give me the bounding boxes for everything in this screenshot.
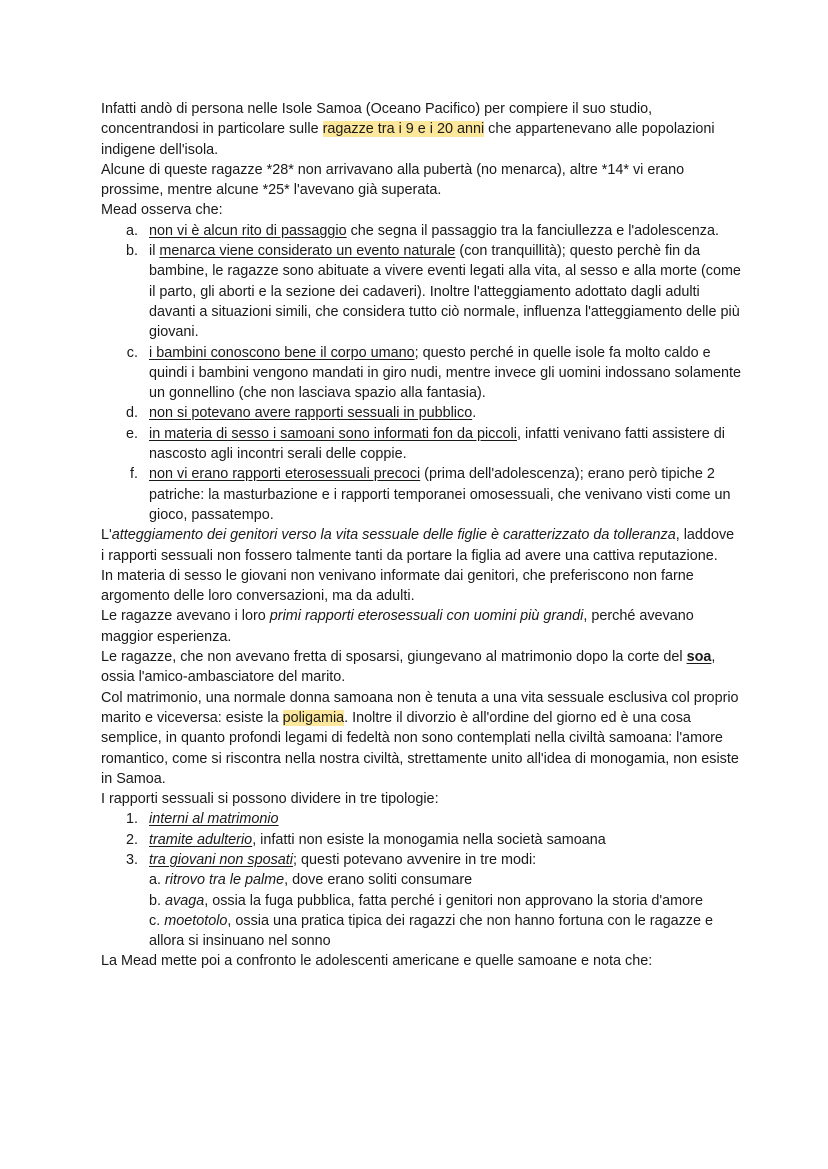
- list-item: [101, 343, 741, 404]
- text: che appartenevano alle popolazioni indigene dell'isola.: [101, 121, 715, 158]
- underlined-italic-text: interni al matrimonio: [149, 811, 279, 828]
- text: . Inoltre il divorzio è all'ordine del giorno ed è una cosa semplice, in quanto profondi legami di fedeltà non sono contemplati nella civiltà samoana: l'amore romantico, come si riscontra nella nostra civiltà, strettamente unito all'idea di monogamia, non esiste in Samoa.: [101, 709, 739, 787]
- text: ; questi potevano avvenire in tre modi:: [293, 851, 537, 868]
- highlight-age-range: ragazze tra i 9 e i 20 anni: [322, 121, 485, 138]
- list-marker: d.: [125, 405, 138, 422]
- text: il: [149, 243, 160, 260]
- text: Col matrimonio, una normale donna samoana non è tenuta a una vita sessuale esclusiva col proprio marito e viceversa: esiste la: [101, 689, 739, 726]
- paragraph-polygamy: [101, 688, 741, 789]
- text: L': [101, 527, 112, 544]
- text: , dove erano soliti consumare: [284, 872, 473, 889]
- observations-list: [101, 221, 741, 525]
- text: , laddove i rapporti sessuali non fossero talmente tanti da portare la figlia ad avere una cattiva reputazione.: [101, 527, 735, 564]
- list-marker: b.: [125, 243, 138, 260]
- list-item: [101, 424, 741, 465]
- list-item: [101, 850, 741, 951]
- underlined-text: in materia di sesso i samoani sono informati fon da piccoli: [149, 425, 517, 442]
- list-marker: a.: [125, 222, 138, 239]
- text: (prima dell'adolescenza); erano però tipiche 2 patriche: la masturbazione e i rapporti temporanei omosessuali, che venivano visti come un gioco, passatempo.: [149, 466, 731, 523]
- sub-marker: a.: [149, 872, 165, 889]
- list-marker: 1.: [125, 811, 138, 828]
- list-marker: f.: [130, 466, 138, 483]
- text: Le ragazze, che non avevano fretta di sposarsi, giungevano al matrimonio dopo la corte del: [101, 649, 687, 666]
- italic-text: avaga: [165, 892, 205, 909]
- text: , infatti venivano fatti assistere di nascosto agli incontri serali delle coppie.: [149, 425, 725, 463]
- underlined-italic-text: tra giovani non sposati: [149, 851, 293, 868]
- text: .: [472, 405, 477, 422]
- underlined-text: i bambini conoscono bene il corpo umano: [149, 344, 415, 361]
- text: , ossia la fuga pubblica, fatta perché i genitori non approvano la storia d'amore: [204, 892, 703, 909]
- paragraph-mead-observes: Mead osserva che:: [101, 202, 223, 219]
- text: , ossia l'amico-ambasciatore del marito.: [101, 649, 716, 686]
- paragraph-first-relations: [101, 606, 741, 647]
- italic-text: atteggiamento dei genitori verso la vita sessuale delle figlie è caratterizzato da tolleranza: [111, 527, 676, 544]
- list-item: [101, 809, 741, 829]
- underlined-text: non vi erano rapporti eterosessuali precoci: [149, 466, 421, 483]
- list-item: [101, 830, 741, 850]
- list-item: [101, 464, 741, 525]
- underlined-text: non vi è alcun rito di passaggio: [149, 222, 347, 239]
- relation-types-list: [101, 809, 741, 951]
- sub-marker: b.: [149, 892, 165, 909]
- document-body: [101, 99, 741, 972]
- paragraph-marriage-soa: [101, 647, 741, 688]
- sub-marker: c.: [149, 912, 165, 929]
- list-marker: 2.: [125, 831, 138, 848]
- text: che segna il passaggio tra la fanciullezza e l'adolescenza.: [346, 222, 719, 239]
- highlight-polygamy: poligamia: [282, 709, 345, 726]
- paragraph-relation-types: I rapporti sessuali si possono dividere in tre tipologie:: [101, 791, 439, 808]
- text: , perché avevano maggior esperienza.: [101, 608, 694, 645]
- text: , infatti non esiste la monogamia nella società samoana: [252, 831, 606, 848]
- text: , ossia una pratica tipica dei ragazzi che non hanno fortuna con le ragazze e allora si insinuano nel sonno: [149, 912, 713, 950]
- paragraph-sex-education: In materia di sesso le giovani non venivano informate dai genitori, che preferiscono non farne argomento delle loro conversazioni, ma da adulti.: [101, 567, 694, 605]
- list-item: [101, 241, 741, 342]
- text: Infatti andò di persona nelle Isole Samoa (Oceano Pacifico) per compiere il suo studio, concentrandosi in particolare sulle: [101, 101, 653, 138]
- underlined-italic-text: tramite adulterio: [149, 831, 253, 848]
- list-item: [101, 403, 741, 423]
- text: Le ragazze avevano i loro: [101, 608, 270, 625]
- text: (con tranquillità); questo perchè fin da bambine, le ragazze sono abituate a vivere eventi legati alla vita, al sesso e alla morte (come il parto, gli aborti e la sezione dei cadaveri). Inoltre l'atteggiamento adottato dagli adulti davanti a situazioni simili, che considera tutto ciò normale, influenza l'atteggiamento delle più giovani.: [149, 243, 741, 341]
- underlined-text: menarca viene considerato un evento naturale: [159, 243, 456, 260]
- italic-text: ritrovo tra le palme: [165, 872, 285, 889]
- bold-underlined-text: soa: [686, 649, 712, 666]
- list-item: [101, 221, 741, 241]
- italic-text: primi rapporti eterosessuali con uomini più grandi: [269, 608, 584, 625]
- paragraph-puberty: Alcune di queste ragazze *28* non arrivavano alla pubertà (no menarca), altre *14* vi erano prossime, mentre alcune *25* l'avevano già superata.: [101, 161, 685, 199]
- text: ; questo perché in quelle isole fa molto caldo e quindi i bambini vengono mandati in giro nudi, mentre invece gli uomini indossano solamente un gonnellino (che non lasciava spazio alla fantasia).: [149, 344, 741, 402]
- paragraph-comparison: La Mead mette poi a confronto le adolescenti americane e quelle samoane e nota che:: [101, 953, 653, 970]
- list-marker: 3.: [125, 851, 138, 868]
- list-marker: e.: [125, 425, 138, 442]
- paragraph-study: [101, 99, 741, 160]
- italic-text: moetotolo: [164, 912, 228, 929]
- sub-item: [149, 891, 741, 911]
- sub-item: [149, 911, 741, 952]
- underlined-text: non si potevano avere rapporti sessuali in pubblico: [149, 405, 473, 422]
- list-marker: c.: [126, 344, 138, 361]
- sub-item: [149, 870, 741, 890]
- paragraph-parents-attitude: [101, 525, 741, 566]
